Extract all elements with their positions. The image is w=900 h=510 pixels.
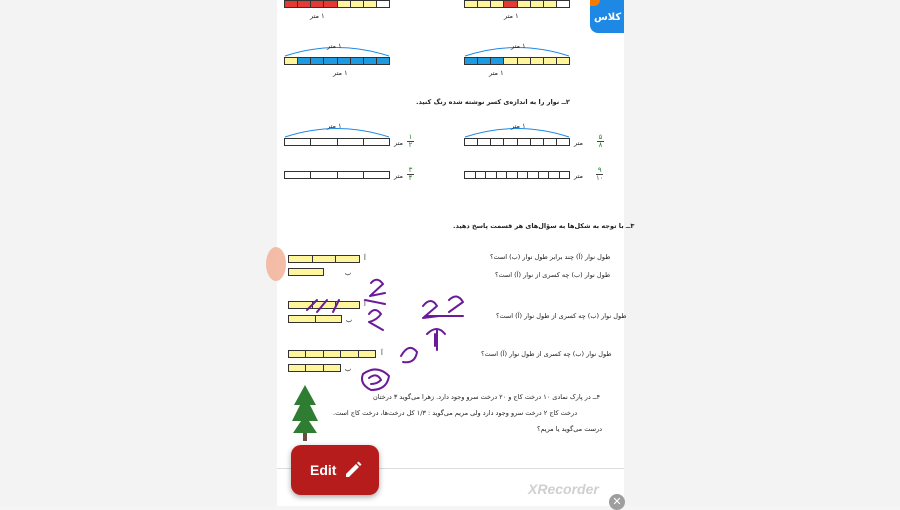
fraction-denominator: ۸ [598, 141, 603, 149]
label-b: ب [345, 365, 352, 373]
question-text: طول نوار (ب) چه کسری از طول نوار (آ) است؟ [496, 312, 627, 320]
label-a: آ [364, 254, 366, 262]
meter-label: ۱ متر [327, 122, 342, 130]
brand-label: کلاس [594, 12, 622, 23]
meter-label: ۱ متر [333, 69, 348, 77]
fraction-denominator: ۴ [408, 174, 413, 182]
meter-label: ۱ متر [327, 42, 342, 50]
pencil-icon [343, 460, 363, 480]
pine-tree-icon [290, 383, 320, 441]
label-a: آ [364, 300, 366, 308]
right-backdrop [624, 0, 900, 506]
fraction-numerator: ۳ [408, 166, 413, 174]
fraction-denominator: ۱۰ [596, 174, 604, 182]
worksheet-page [277, 0, 635, 506]
meter-label: ۱ متر [489, 69, 504, 77]
question-text: طول نوار (آ) چند برابر طول نوار (ب) است؟ [490, 253, 611, 261]
brand-badge[interactable] [590, 0, 624, 33]
unit-label: متر [394, 139, 404, 147]
finger-touch-indicator [266, 247, 286, 281]
fraction-numerator: ۹ [597, 166, 602, 174]
unit-label: متر [574, 139, 584, 147]
left-backdrop [0, 0, 277, 506]
meter-label: ۱ متر [511, 122, 526, 130]
recorder-watermark: XRecorder [528, 481, 599, 497]
meter-label: ۱ متر [310, 12, 325, 20]
meter-label: ۱ متر [504, 12, 519, 20]
q3-title: ۳ــ با توجه به شکل‌ها به سؤال‌های هر قسمت پاسخ دهید. [453, 222, 635, 230]
question-text: طول نوار (ب) چه کسری از نوار (آ) است؟ [495, 271, 611, 279]
question-text: طول نوار (ب) چه کسری از طول نوار (آ) است؟ [481, 350, 612, 358]
arrow-icon [590, 0, 600, 6]
label-b: ب [345, 269, 352, 277]
edit-label: Edit [310, 462, 337, 478]
label-b: ب [346, 316, 353, 324]
edit-button[interactable] [291, 445, 379, 495]
q2-title: ۲ــ نوار را به اندازه‌ی کسر نوشته شده رنگ کنید. [416, 98, 570, 106]
meter-label: ۱ متر [511, 42, 526, 50]
fraction-numerator: ۵ [598, 133, 603, 141]
unit-label: متر [394, 172, 404, 180]
fraction-numerator: ۱ [408, 133, 413, 141]
q4-line-1: ۴ــ در پارک نمادی ۱۰ درخت کاج و ۲۰ درخت سرو وجود دارد. زهرا می‌گوید ۳ درختان [373, 393, 601, 401]
unit-label: متر [574, 172, 584, 180]
q4-line-3: درست می‌گوید یا مریم؟ [537, 425, 603, 433]
label-a: آ [381, 349, 383, 357]
close-icon[interactable]: ✕ [609, 494, 625, 510]
fraction-denominator: ۲ [408, 141, 413, 149]
q4-line-2: درخت کاج ۲ درخت سرو وجود دارد ولی مریم می‌گوید : ۱/۳ کل درخت‌ها، درخت کاج است. [333, 409, 578, 417]
